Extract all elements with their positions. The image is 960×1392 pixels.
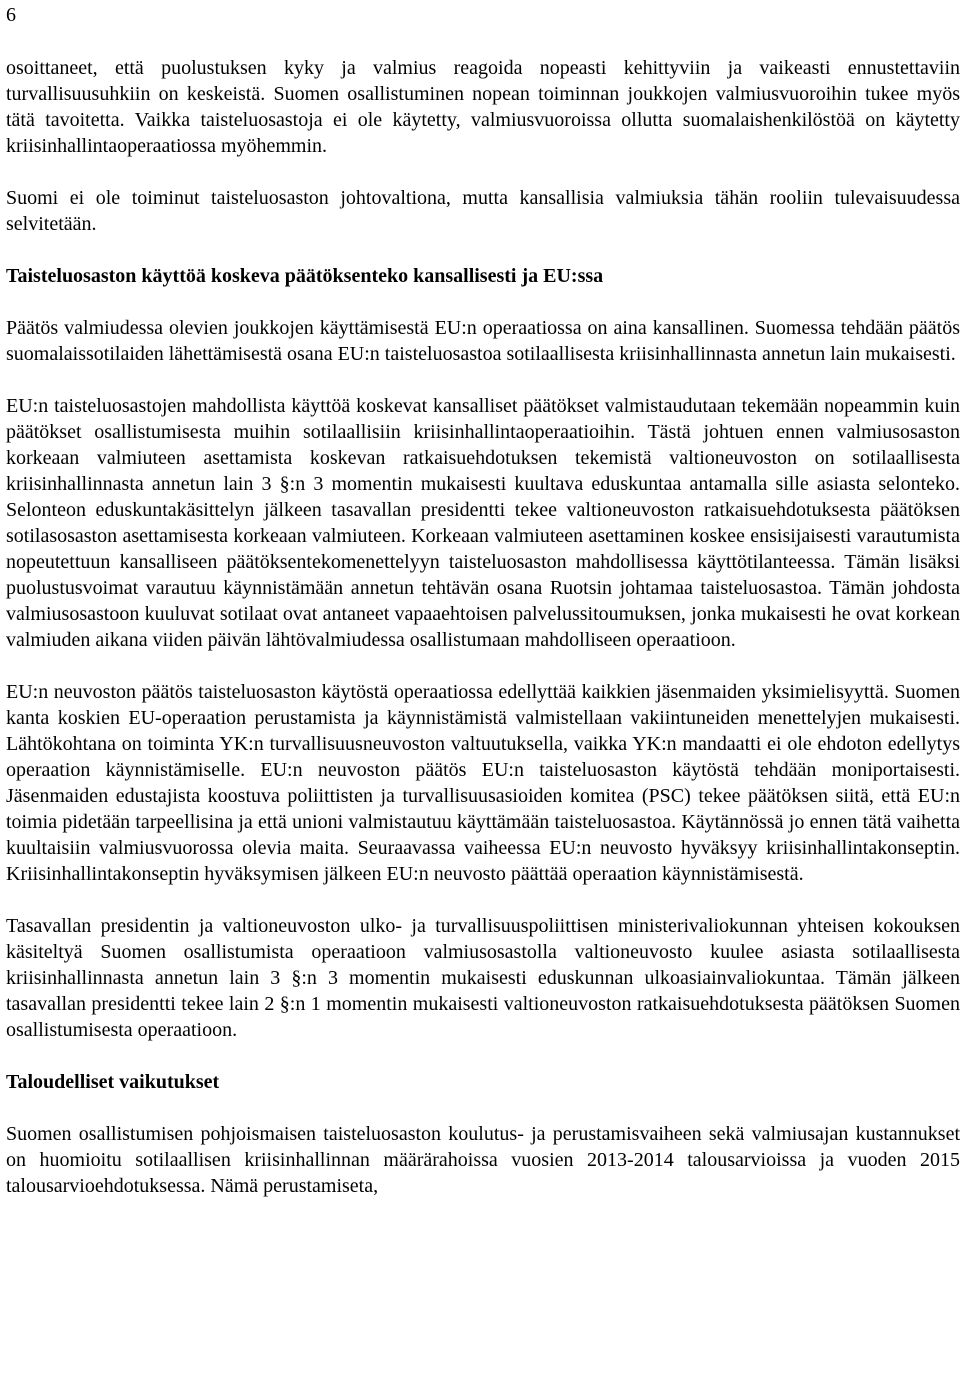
page-number: 6 xyxy=(6,4,16,26)
paragraph-national-decision: Päätös valmiudessa olevien joukkojen käyttämisestä EU:n operaatiossa on aina kansallinen. Suomessa tehdään päätös suomalaissotilaiden lähettämisestä osana EU:n taisteluosastoa sotilaallisesta kriisinhallinnasta annetun lain mukaisesti. xyxy=(6,317,960,365)
paragraph-lead-nation: Suomi ei ole toiminut taisteluosaston johtovaltiona, mutta kansallisia valmiuksia tähän rooliin tulevaisuudessa selvitetään. xyxy=(6,187,960,235)
paragraph-costs: Suomen osallistumisen pohjoismaisen taisteluosaston koulutus- ja perustamisvaiheen sekä valmiusajan kustannukset on huomioitu sotilaallisen kriisinhallinnan määrärahoissa vuosien 2013-2014 talousarvioissa ja vuoden 2015 talousarvioehdotuksessa. Nämä perustamiseta, xyxy=(6,1123,960,1197)
paragraph-eu-council: EU:n neuvoston päätös taisteluosaston käytöstä operaatiossa edellyttää kaikkien jäsenmaiden yksimielisyyttä. Suomen kanta koskien EU-operaation perustamista ja käynnistämistä valmistellaan vakiintuneiden menettelyjen mukaisesti. Lähtökohtana on toiminta YK:n turvallisuusneuvoston valtuutuksella, vaikka YK:n mandaatti ei ole ehdoton edellytys operaation käynnistämiselle. EU:n neuvoston päätös EU:n taisteluosaston käytöstä tehdään moniportaisesti. Jäsenmaiden edustajista koostuva poliittisten ja turvallisuusasioiden komitea (PSC) tekee päätöksen siitä, että EU:n toimia pidetään tarpeellisina ja että unioni valmistautuu käyttämään taisteluosastoa. Käytännössä jo ennen tätä vaihetta kuultaisiin valmiusvuorossa olevia maita. Seuraavassa vaiheessa EU:n neuvosto hyväksyy kriisinhallintakonseptin. Kriisinhallintakonseptin hyväksymisen jälkeen EU:n neuvosto päättää operaation käynnistämisestä. xyxy=(6,681,960,885)
document-body xyxy=(6,55,960,1199)
paragraph-intro: osoittaneet, että puolustuksen kyky ja valmius reagoida nopeasti kehittyviin ja vaikeasti ennustettaviin turvallisuusuhkiin on keskeistä. Suomen osallistuminen nopean toiminnan joukkojen valmiusvuoroihin tukee myös tätä tavoitetta. Vaikka taisteluosastoja ei ole käytetty, valmiusvuoroissa ollutta suomalaishenkilöstöä on käytetty kriisinhallintaoperaatiossa myöhemmin. xyxy=(6,57,960,157)
section-heading-decision-making: Taisteluosaston käyttöä koskeva päätöksenteko kansallisesti ja EU:ssa xyxy=(6,265,604,287)
paragraph-national-procedure: EU:n taisteluosastojen mahdollista käyttöä koskevat kansalliset päätökset valmistaudutaan tekemään nopeammin kuin päätökset osallistumisesta muihin sotilaallisiin kriisinhallintaoperaatioihin. Tästä johtuen ennen valmiusosaston korkeaan valmiuteen asettamista koskevan ratkaisuehdotuksen tekemistä valtioneuvoston on sotilaallisesta kriisinhallinnasta annetun lain 3 §:n 3 momentin mukaisesti kuultava eduskuntaa antamalla sille asiasta selonteko. Selonteon eduskuntakäsittelyn jälkeen tasavallan presidentti tekee valtioneuvoston ratkaisuehdotuksesta päätöksen sotilasosaston asettamisesta korkeaan valmiuteen. Korkeaan valmiuteen asettaminen koskee ensisijaisesti varautumista nopeutettuun kansalliseen päätöksentekomenettelyyn taisteluosaston mahdollisessa käyttötilanteessa. Tämän lisäksi puolustusvoimat varautuu käynnistämään annetun tehtävän osana Ruotsin johtamaa taisteluosastoa. Tämän johdosta valmiusosastoon kuuluvat sotilaat ovat antaneet vapaaehtoisen palvelussitoumuksen, jonka mukaisesti he ovat korkean valmiuden aikana viiden päivän lähtövalmiudessa osallistumaan mahdolliseen operaatioon. xyxy=(6,395,960,651)
section-heading-financial-effects: Taloudelliset vaikutukset xyxy=(6,1071,220,1093)
paragraph-president-decision: Tasavallan presidentin ja valtioneuvoston ulko- ja turvallisuuspoliittisen ministerivaliokunnan yhteisen kokouksen käsiteltyä Suomen osallistumista operaatioon valmiusosastolla valtioneuvosto kuulee asiasta sotilaallisesta kriisinhallinnasta annetun lain 3 §:n 3 momentin mukaisesti eduskunnan ulkoasiainvaliokuntaa. Tämän jälkeen tasavallan presidentti tekee lain 2 §:n 1 momentin mukaisesti valtioneuvoston ratkaisuehdotuksesta päätöksen Suomen osallistumisesta operaatioon. xyxy=(6,915,960,1041)
